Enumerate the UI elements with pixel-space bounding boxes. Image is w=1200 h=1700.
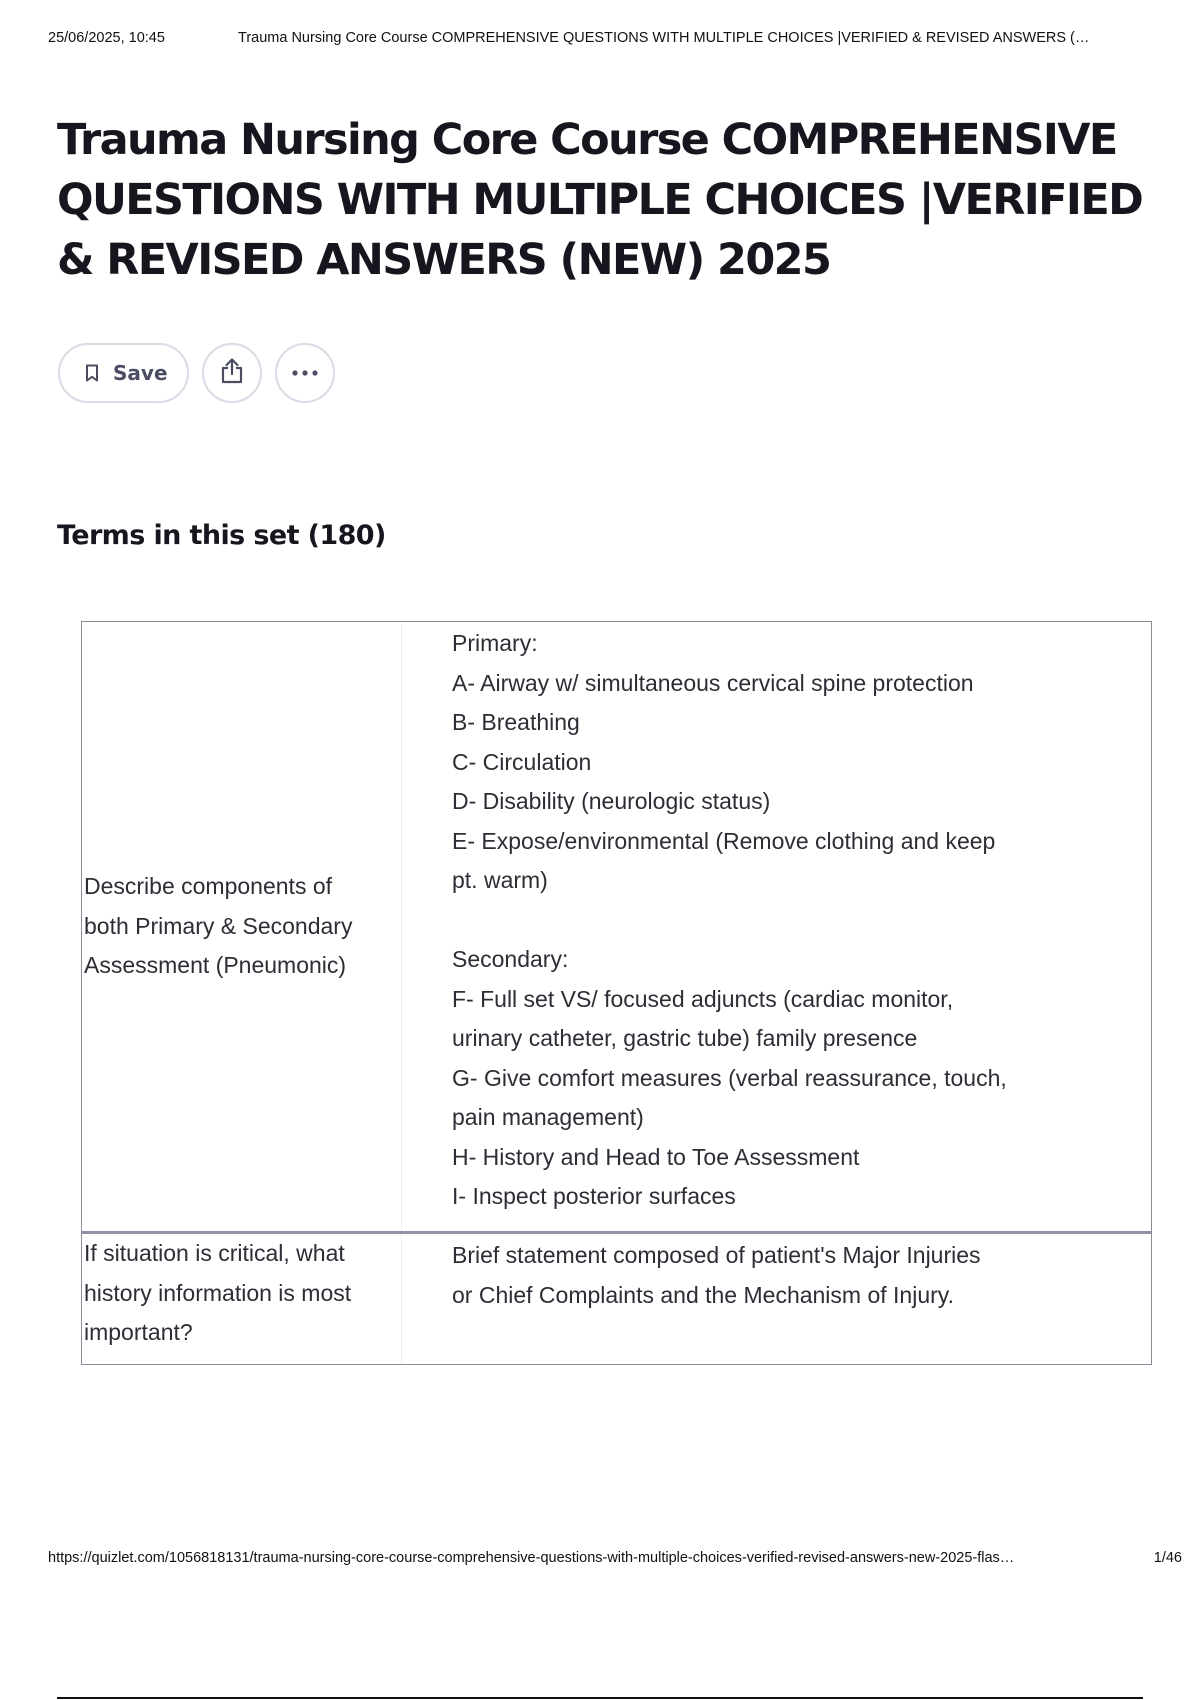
definition-text bbox=[402, 622, 1151, 1231]
definition-line: Brief statement composed of patient's Major Injuries bbox=[452, 1242, 981, 1268]
definition-line: B- Breathing bbox=[452, 709, 580, 735]
print-document-title: Trauma Nursing Core Course COMPREHENSIVE QUESTIONS WITH MULTIPLE CHOICES |VERIFIED & REVISED ANSWERS (… bbox=[238, 30, 1090, 46]
more-icon bbox=[291, 364, 319, 382]
page-divider bbox=[57, 1697, 1143, 1699]
term-text bbox=[82, 622, 402, 1231]
definition-line: or Chief Complaints and the Mechanism of Injury. bbox=[452, 1281, 954, 1308]
definition-line: I- Inspect posterior surfaces bbox=[452, 1183, 736, 1209]
terms-heading: Terms in this set (180) bbox=[57, 520, 386, 551]
page-title-line: QUESTIONS WITH MULTIPLE CHOICES |VERIFIED bbox=[57, 175, 1143, 225]
page-indicator: 1/46 bbox=[1153, 1550, 1182, 1566]
share-icon bbox=[219, 357, 245, 390]
more-options-button[interactable] bbox=[275, 343, 335, 403]
term-line: important? bbox=[84, 1319, 193, 1345]
page-title-line: & REVISED ANSWERS (NEW) 2025 bbox=[57, 235, 831, 285]
definition-line: D- Disability (neurologic status) bbox=[452, 788, 771, 814]
print-header bbox=[48, 30, 1190, 50]
share-button[interactable] bbox=[202, 343, 262, 403]
set-actions bbox=[58, 343, 335, 403]
term-line: both Primary & Secondary bbox=[84, 912, 353, 939]
term-line: history information is most bbox=[84, 1279, 352, 1306]
term-text bbox=[82, 1234, 402, 1364]
definition-line: A- Airway w/ simultaneous cervical spine protection bbox=[452, 669, 974, 696]
term-card bbox=[82, 1231, 1151, 1364]
definition-line: G- Give comfort measures (verbal reassurance, touch, bbox=[452, 1064, 1007, 1091]
bookmark-icon bbox=[85, 364, 99, 382]
terms-list bbox=[81, 621, 1152, 1365]
term-line: If situation is critical, what bbox=[84, 1240, 345, 1266]
definition-line: C- Circulation bbox=[452, 748, 592, 775]
definition-line: F- Full set VS/ focused adjuncts (cardiac monitor, bbox=[452, 985, 954, 1012]
print-url: https://quizlet.com/1056818131/trauma-nursing-core-course-comprehensive-questions-with-multiple-choices-verified-revised-answers-new-2025-flas… bbox=[48, 1550, 1015, 1566]
definition-blank-line bbox=[452, 901, 1131, 941]
definition-text bbox=[402, 1234, 1151, 1364]
print-datetime: 25/06/2025, 10:45 bbox=[48, 30, 165, 46]
term-line: Assessment (Pneumonic) bbox=[84, 952, 347, 979]
save-button[interactable] bbox=[58, 343, 189, 403]
term-card bbox=[82, 622, 1151, 1231]
term-line: Describe components of bbox=[84, 873, 333, 900]
save-button-label: Save bbox=[113, 361, 168, 385]
definition-line: pt. warm) bbox=[452, 867, 548, 893]
definition-line: Secondary: bbox=[452, 946, 569, 972]
definition-line: urinary catheter, gastric tube) family presence bbox=[452, 1025, 918, 1051]
page-title bbox=[57, 110, 1187, 290]
page-title-line: Trauma Nursing Core Course COMPREHENSIVE bbox=[57, 115, 1117, 165]
print-footer bbox=[48, 1550, 1190, 1570]
definition-line: pain management) bbox=[452, 1104, 644, 1130]
definition-line: E- Expose/environmental (Remove clothing and keep bbox=[452, 827, 996, 854]
definition-line: Primary: bbox=[452, 630, 538, 656]
definition-line: H- History and Head to Toe Assessment bbox=[452, 1143, 860, 1170]
